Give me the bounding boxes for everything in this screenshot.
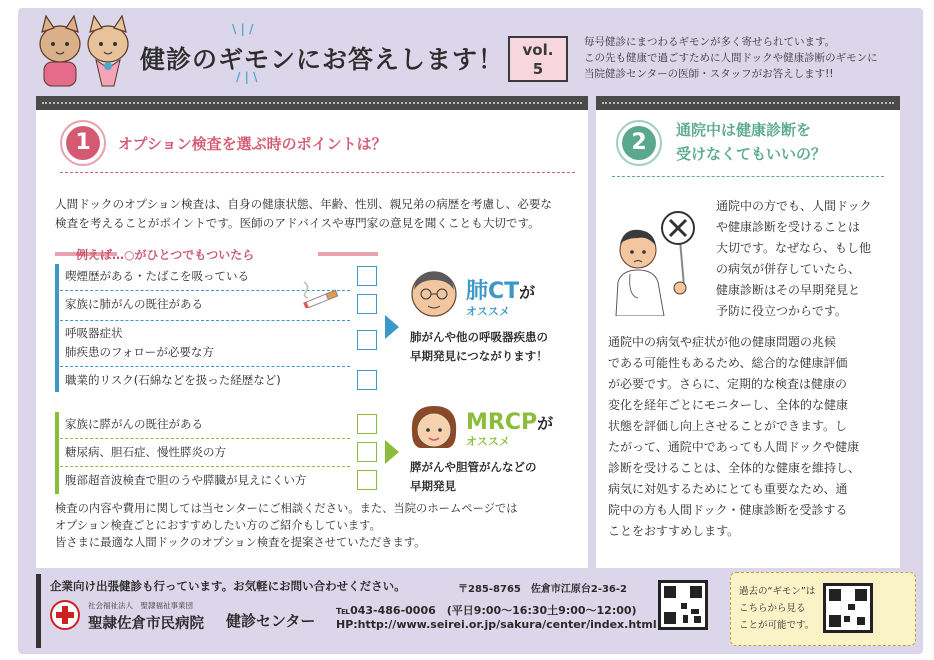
column-header-bar: [596, 96, 900, 110]
question-1-body: [55, 195, 575, 233]
question-number: 2: [622, 126, 656, 160]
recommendation-suffix: が: [519, 283, 536, 302]
desc-line: 膵がんや胆管がんなどの: [410, 460, 537, 474]
checkbox[interactable]: [357, 442, 377, 462]
body-line: 健康診断はその早期発見と: [716, 283, 861, 297]
note-text: [739, 583, 815, 634]
page-title: 健診のギモンにお答えします！: [140, 45, 505, 74]
checklist-item-label: 職業的リスク(石綿などを扱った経歴など): [65, 373, 281, 387]
arrow-icon: [385, 440, 399, 464]
checklist-item: [55, 322, 377, 364]
body-line: 院中の方も人間ドック・健康診断を受診する: [608, 503, 848, 517]
body-line: 診断を受けることは、全体的な健康を維持し、: [608, 461, 861, 475]
checklist-item-label: 家族に膵がんの既往がある: [65, 417, 203, 431]
past-issues-note: [730, 572, 916, 646]
checkbox[interactable]: [357, 266, 377, 286]
divider: [60, 172, 575, 173]
divider: [55, 438, 350, 439]
footer-organization: 社会福祉法人 聖隷福祉事業団: [88, 601, 193, 610]
body-line: 病気に対処するためにとても重要なため、通: [608, 482, 848, 496]
checkbox[interactable]: [357, 294, 377, 314]
volume-label: vol.: [522, 41, 554, 59]
body-line: ことをおすすめします。: [608, 524, 740, 538]
mascot-characters-illustration: [30, 12, 140, 90]
divider: [55, 466, 350, 467]
divider: [55, 320, 350, 321]
checklist-item-label: 肺疾患のフォローが必要な方: [65, 345, 214, 359]
recommendation-ct: [466, 274, 535, 319]
body-line: 通院中の方でも、人間ドック: [716, 199, 872, 213]
arrow-icon: [385, 315, 399, 339]
footer-hospital-name: 聖隷佐倉市民病院: [88, 616, 204, 632]
question-2-body-long: [608, 332, 898, 542]
question-line: 受けなくてもいいの？: [676, 145, 827, 163]
recommendation-suffix: が: [537, 414, 554, 433]
intro-line: 当院健診センターの医師・スタッフがお答えします!!: [584, 68, 834, 80]
body-line: 変化を経年ごとにモニターし、全体的な健康: [608, 398, 849, 412]
divider: [55, 366, 350, 367]
body-line: 検査を考えることがポイントです。医師のアドバイスや専門家の意見を聞くことも大切です。: [55, 216, 540, 230]
body-line: 予防に役立つからです。: [716, 304, 847, 318]
body-line: 人間ドックのオプション検査は、自身の健康状態、年齢、性別、親兄弟の病歴を考慮し、必要な: [55, 197, 553, 211]
desc-line: 早期発見: [410, 479, 456, 493]
question-line: 通院中は健康診断を: [676, 121, 812, 139]
sparkle-icon: \ | /: [232, 22, 254, 36]
checklist-item-label: 家族に肺がんの既往がある: [65, 297, 203, 311]
checkbox[interactable]: [357, 470, 377, 490]
hospital-logo: [50, 600, 80, 630]
recommendation-mrcp: [466, 410, 553, 449]
footer-address: 〒285-8765 佐倉市江原台2-36-2: [458, 584, 627, 595]
footer-notice: 企業向け出張健診も行っています。お気軽にお問い合わせください。: [50, 579, 406, 593]
checklist-item: [55, 440, 377, 464]
body-line: たがって、通院中であっても人間ドックや健康: [608, 440, 860, 454]
question-2-body-short: [716, 196, 896, 322]
footer-center-name: 健診センター: [226, 612, 316, 630]
footnote-line: 検査の内容や費用に関しては当センターにご相談ください。また、当院のホームページでは: [55, 502, 518, 515]
heading-stripe: [318, 252, 378, 256]
female-staff-face-illustration: [408, 402, 460, 454]
footer-homepage-link[interactable]: HP:http://www.seirei.or.jp/sakura/center/index.html: [336, 618, 657, 631]
checklist-item: [55, 368, 377, 392]
recommendation-name: MRCP: [466, 410, 538, 435]
intro-line: 毎号健診にまつわるギモンが多く寄せられています。: [584, 36, 836, 48]
body-line: 大切です。なぜなら、もし他: [716, 241, 872, 255]
footer: [36, 574, 726, 648]
footnote-line: オプション検査ごとにおすすめしたい方のご紹介もしています。: [55, 519, 381, 532]
qr-code[interactable]: [658, 580, 708, 630]
checklist-item-label: 喫煙歴がある・たばこを吸っている: [65, 269, 249, 283]
checklist-item: [55, 468, 377, 492]
checkbox[interactable]: [357, 414, 377, 434]
checkbox[interactable]: [357, 330, 377, 350]
recommendation-sub: オススメ: [466, 435, 510, 448]
divider: [612, 176, 884, 177]
note-line: こちらから見る: [739, 603, 806, 614]
checklist-item-label: 呼吸器症状: [65, 326, 123, 340]
recommendation-name: 肺CT: [466, 279, 520, 304]
body-line: である可能性もあるため、総合的な健康評価: [608, 356, 848, 370]
recommendation-desc: [410, 328, 548, 366]
example-heading: 例えば…○がひとつでもついたら: [76, 248, 255, 262]
question-1-title: オプション検査を選ぶ時のポイントは？: [118, 135, 387, 153]
volume-number: 5: [532, 60, 544, 78]
body-line: 通院中の病気や症状が他の健康問題の兆候: [608, 335, 837, 349]
body-line: 状態を評価し向上させることができます。し: [608, 419, 848, 433]
male-doctor-face-illustration: [408, 268, 460, 320]
footer-telephone: ℡043-486-0006 (平日9:00～16:30土9:00～12:00): [336, 604, 637, 617]
column-header-bar: [36, 96, 588, 110]
footer-accent-bar: [36, 574, 41, 648]
question-2-title: [676, 118, 826, 166]
checklist-item-label: 糖尿病、胆石症、慢性膵炎の方: [65, 445, 226, 459]
volume-badge: [508, 36, 568, 82]
body-line: の病気が併存していたら、: [716, 262, 861, 276]
checkbox[interactable]: [357, 370, 377, 390]
recommendation-desc: [410, 458, 537, 496]
checklist-item: [55, 412, 377, 436]
intro-line: この先も健康で過ごすために人間ドックや健康診断のギモンに: [584, 52, 878, 64]
desc-line: 早期発見につながります！: [410, 349, 548, 363]
recommendation-sub: オススメ: [466, 305, 510, 318]
question-1-footnote: [55, 500, 575, 551]
question-number: 1: [66, 126, 100, 160]
body-line: が必要です。さらに、定期的な検査は健康の: [608, 377, 848, 391]
desc-line: 肺がんや他の呼吸器疾患の: [410, 330, 548, 344]
cigarette-illustration: [298, 278, 346, 308]
qr-code[interactable]: [823, 583, 873, 633]
intro-text: [584, 34, 914, 82]
body-line: や健康診断を受けることは: [716, 220, 861, 234]
sparkle-icon: / | \: [236, 70, 258, 84]
note-line: 過去の“ギモン”は: [739, 586, 816, 597]
cross-icon: [52, 602, 78, 628]
footnote-line: 皆さまに最適な人間ドックのオプション検査を提案させていただきます。: [55, 536, 426, 549]
note-line: ことが可能です。: [739, 620, 815, 631]
checklist-item-label: 腹部超音波検査で胆のうや膵臓が見えにくい方: [65, 473, 307, 487]
doctor-holding-x-sign-illustration: [608, 200, 708, 316]
